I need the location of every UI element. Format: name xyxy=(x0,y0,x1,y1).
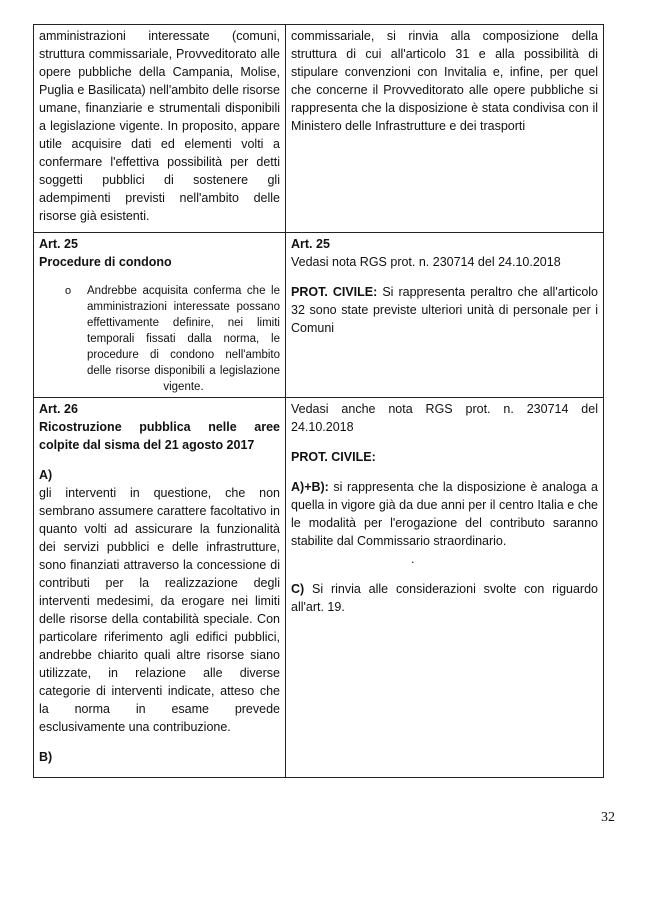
paragraph-a: gli interventi in questione, che non sembrano assumere carattere facoltativo in quanto volti ad assicurare la funzionalità dei servizi pubblici e delle infrastrutture, sono finanziati attraverso la concessione di contributi per la realizzazione degli interventi medesimi, da erogare nei limiti delle risorse della contabilità speciale. Con particolare riferimento agli edifici pubblici, andrebbe chiarito quali altre risorse siano utilizzate, in relazione alle diverse categorie di interventi indicate, atteso che la norma in esame prevede esclusivamente una contribuzione. xyxy=(39,486,280,734)
bullet-item xyxy=(39,283,280,395)
table-row xyxy=(34,25,604,233)
table-row xyxy=(34,398,604,778)
prot-civile-label: PROT. CIVILE: xyxy=(291,450,376,464)
cell-left xyxy=(34,25,286,233)
section-label-c: C) xyxy=(291,582,305,596)
article-title: Procedure di condono xyxy=(39,255,172,269)
cell-left xyxy=(34,233,286,398)
cell-left xyxy=(34,398,286,778)
section-label-ab: A)+B): xyxy=(291,480,329,494)
article-heading: Art. 26 xyxy=(39,402,78,416)
table-row xyxy=(34,233,604,398)
bullet-marker: o xyxy=(65,285,72,297)
section-label-b: B) xyxy=(39,750,53,764)
prot-civile-paragraph xyxy=(291,283,598,337)
article-title: Ricostruzione pubblica nelle aree colpite dal sisma del 21 agosto 2017 xyxy=(39,420,280,452)
paragraph: amministrazioni interessate (comuni, struttura commissariale, Provveditorato alle opere pubbliche della Campania, Molise, Puglia e Basilicata) nell'ambito delle risorse umane, finanziarie e strumentali disponibili a legislazione vigente. In proposito, appare utile acquisire dati ed elementi volti a confermare l'effettiva possibilità per detti soggetti pubblici di sostenere gli adempimenti previsti nell'ambito delle risorse già esistenti. xyxy=(39,29,280,223)
rgs-note: Vedasi anche nota RGS prot. n. 230714 del 24.10.2018 xyxy=(291,402,598,434)
cell-right xyxy=(286,398,604,778)
paragraph-c xyxy=(291,580,598,616)
stray-dot: . xyxy=(411,552,415,566)
rgs-note: Vedasi nota RGS prot. n. 230714 del 24.10.2018 xyxy=(291,255,561,269)
prot-civile-text: Si rappresenta peraltro che all'articolo 32 sono state previste ulteriori unità di personale per i Comuni xyxy=(291,285,598,335)
document-table xyxy=(33,24,604,778)
bullet-text: Andrebbe acquisita conferma che le amministrazioni interessate possano effettivamente definire, nei limiti temporali fissati dalla norma, le procedure di condono nell'ambito delle risorse disponibili a legislazione vigente. xyxy=(87,285,280,393)
section-label-a: A) xyxy=(39,468,53,482)
paragraph-ab xyxy=(291,478,598,550)
article-heading: Art. 25 xyxy=(291,237,330,251)
cell-right xyxy=(286,25,604,233)
cell-right xyxy=(286,233,604,398)
paragraph-c-text: Si rinvia alle considerazioni svolte con riguardo all'art. 19. xyxy=(291,582,598,614)
paragraph-ab-text: si rappresenta che la disposizione è analoga a quella in vigore già da due anni per il centro Italia e che le modalità per l'erogazione del contributo saranno stabilite dal Commissario straordinario. xyxy=(291,480,598,548)
paragraph: commissariale, si rinvia alla composizione della struttura di cui all'articolo 31 e alla possibilità di stipulare convenzioni con Invitalia e, infine, per quel che concerne il Provveditorato alle opere pubbliche si rappresenta che la disposizione è stata condivisa con il Ministero delle Infrastrutture e dei trasporti xyxy=(291,29,598,133)
page-number: 32 xyxy=(601,810,615,825)
prot-civile-label: PROT. CIVILE: xyxy=(291,285,378,299)
article-heading: Art. 25 xyxy=(39,237,78,251)
